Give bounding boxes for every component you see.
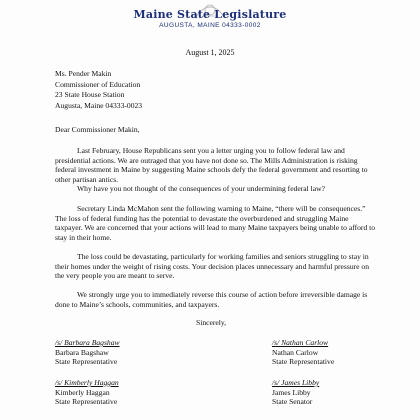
body-paragraph — [55, 146, 377, 184]
signature-block — [55, 378, 119, 407]
closing: Sincerely, — [196, 318, 227, 327]
body-paragraph — [55, 290, 377, 309]
letterhead-title: Maine State Legislature — [133, 8, 287, 21]
body-paragraph — [55, 204, 377, 242]
signer-title: State Representative — [55, 357, 118, 367]
signature-block — [272, 378, 319, 407]
letter-date: August 1, 2025 — [185, 48, 235, 57]
salutation: Dear Commissioner Makin, — [55, 125, 140, 134]
paragraph-text: We strongly urge you to immediately reverse this course of action before irreversible damage is done to Maine’s schools, communities, and taxpayers. — [55, 290, 368, 309]
signer-title: State Representative — [272, 357, 335, 367]
paragraph-text: Why have you not thought of the consequences of your undermining federal law? — [77, 184, 325, 193]
signer-title: State Representative — [55, 397, 118, 407]
recipient-city: Augusta, Maine 04333-0023 — [55, 100, 143, 110]
recipient-title: Commissioner of Education — [55, 79, 141, 89]
recipient-street: 23 State House Station — [55, 90, 125, 99]
signature-block — [272, 338, 334, 367]
signature-block — [55, 338, 120, 367]
recipient-block — [55, 69, 142, 111]
body-paragraph — [55, 184, 377, 194]
paragraph-text: Last February, House Republicans sent you a letter urging you to follow federal law and presidential actions. We are outraged that you have not done so. The Mills Administration is risking federal investment in Maine by suggesting Maine schools defy the federal government and resorting to other partisan antics. — [55, 146, 368, 184]
signer-name: Barbara Bagshaw — [55, 347, 109, 357]
signer-name: Kimberly Haggan — [55, 387, 110, 397]
paragraph-text: The loss could be devastating, particularly for working families and seniors struggling to stay in their homes under the weight of rising costs. Your decision places unnecessary and harmful pressure on the very people you are meant to serve. — [55, 252, 370, 280]
body-paragraph — [55, 252, 377, 281]
signer-title: State Senator — [272, 397, 313, 407]
paragraph-text: Secretary Linda McMahon sent the following warning to Maine, “there will be consequences.” The loss of federal funding has the potential to devastate the overburdened and struggling Maine taxpayer. We are concerned that your actions will lead to many Maine taxpayers being unable to afford to stay in their home. — [55, 204, 376, 242]
recipient-name: Ms. Pender Makin — [55, 69, 112, 78]
signature: /s/ Kimberly Haggan — [55, 378, 119, 387]
signer-name: James Libby — [272, 387, 311, 397]
letterhead-address: AUGUSTA, MAINE 04333-0002 — [159, 22, 261, 29]
signer-name: Nathan Carlow — [272, 347, 319, 357]
signature: /s/ James Libby — [272, 378, 320, 387]
signature: /s/ Nathan Carlow — [272, 338, 329, 347]
signature: /s/ Barbara Bagshaw — [55, 338, 120, 347]
letterhead — [0, 8, 420, 29]
